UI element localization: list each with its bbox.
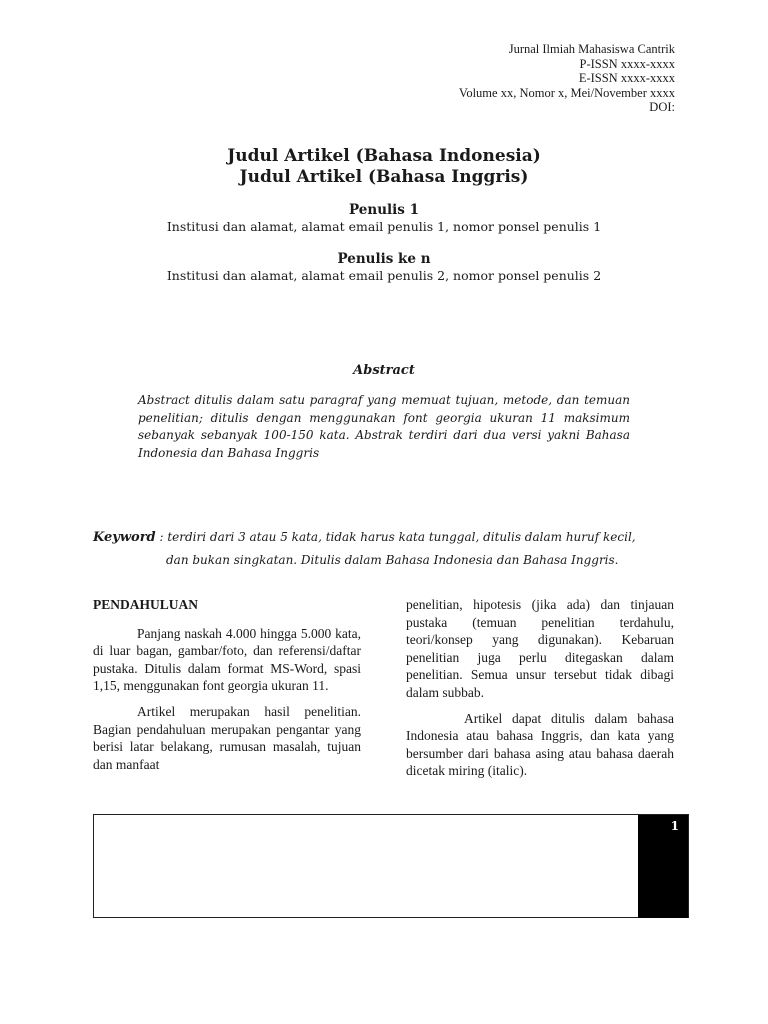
author-name: Penulis 1 <box>349 202 419 218</box>
author-name: Penulis ke n <box>337 251 431 267</box>
author-n <box>0 251 768 284</box>
doi: DOI: <box>649 100 675 114</box>
keyword-label: Keyword <box>93 530 156 545</box>
article-titles <box>0 146 768 188</box>
p-issn: P-ISSN xxxx-xxxx <box>579 56 675 71</box>
title-english: Judul Artikel (Bahasa Inggris) <box>239 167 529 187</box>
journal-info <box>459 42 675 115</box>
author-affiliation: Institusi dan alamat, alamat email penulis 1, nomor ponsel penulis 1 <box>166 219 602 234</box>
journal-name: Jurnal Ilmiah Mahasiswa Cantrik <box>508 42 675 56</box>
section-heading: PENDAHULUAN <box>93 597 199 612</box>
journal-volume: Volume xx, Nomor x, Mei/November xxxx <box>458 85 675 100</box>
paragraph: Artikel dapat ditulis dalam bahasa Indonesia atau bahasa Inggris, dan kata yang bersumber dari bahasa asing atau bahasa daerah dicetak miring (italic). <box>406 710 674 779</box>
left-column <box>93 596 361 781</box>
paragraph: Panjang naskah 4.000 hingga 5.000 kata, di luar bagan, gambar/foto, dan referensi/daftar pustaka. Ditulis dalam format MS-Word, spasi 1,15, menggunakan font georgia ukuran 11. <box>93 625 361 694</box>
keyword-line-2: dan bukan singkatan. Ditulis dalam Bahasa Indonesia dan Bahasa Inggris. <box>166 553 619 567</box>
keyword-line-1: : terdiri dari 3 atau 5 kata, tidak harus kata tunggal, ditulis dalam huruf kecil, <box>155 530 636 544</box>
footer-box <box>93 814 689 918</box>
paragraph: penelitian, hipotesis (jika ada) dan tinjauan pustaka (temuan penelitian terdahulu, teori/konsep yang digunakan). Kebaruan penelitian juga perlu ditegaskan dalam penelitian. Semua unsur tersebut tidak dibagi dalam subbab. <box>406 597 674 700</box>
right-column <box>406 596 674 788</box>
abstract-body: Abstract ditulis dalam satu paragraf yang memuat tujuan, metode, dan temuan penelitian; ditulis dengan menggunakan font georgia ukuran 11 maksimum sebanyak sebanyak 100-150 kata. Abstrak terdiri dari dua versi yakni Bahasa Indonesia dan Bahasa Inggris <box>138 393 630 460</box>
author-affiliation: Institusi dan alamat, alamat email penulis 2, nomor ponsel penulis 2 <box>166 268 602 283</box>
e-issn: E-ISSN xxxx-xxxx <box>578 71 675 85</box>
author-1 <box>0 202 768 235</box>
keyword-block <box>93 526 679 572</box>
abstract-heading: Abstract <box>353 363 415 378</box>
paragraph: Artikel merupakan hasil penelitian. Bagian pendahuluan merupakan pengantar yang berisi latar belakang, rumusan masalah, tujuan dan manfaat <box>93 703 361 772</box>
title-indonesian: Judul Artikel (Bahasa Indonesia) <box>227 146 541 166</box>
page-number: 1 <box>638 815 688 918</box>
